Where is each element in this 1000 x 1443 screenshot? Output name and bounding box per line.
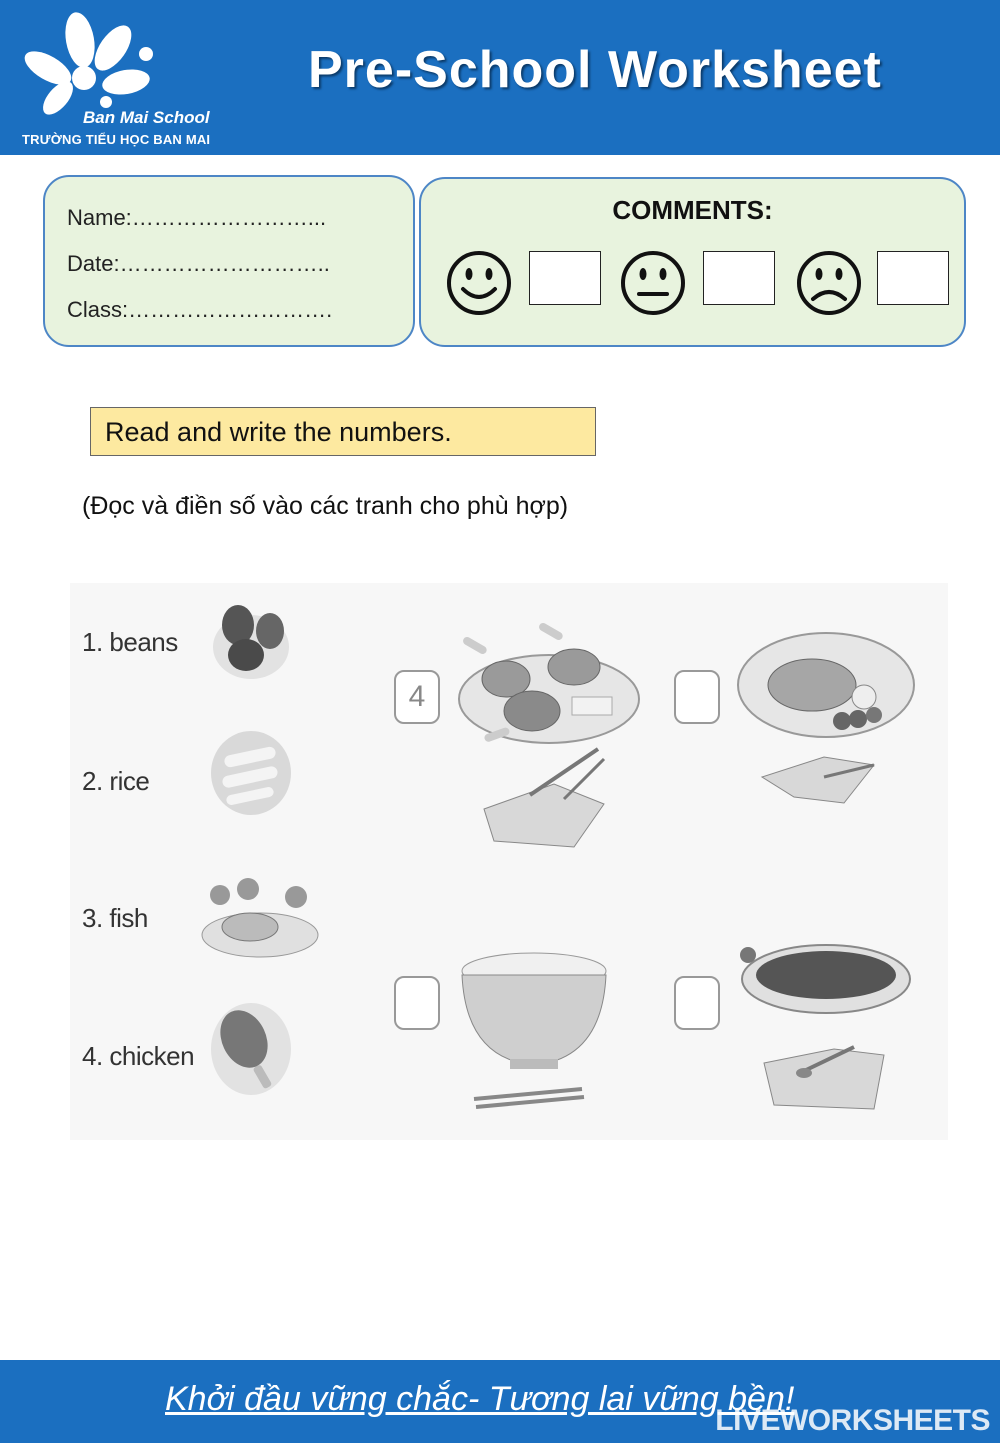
neutral-icon: [619, 249, 687, 317]
school-logo: [18, 10, 288, 150]
answer-box-4[interactable]: [674, 976, 720, 1030]
fish-plate-picture: [734, 627, 924, 827]
neutral-score-box[interactable]: [703, 251, 775, 305]
fish-icon: [198, 875, 324, 965]
header-banner: [0, 0, 1000, 155]
page-title: Pre-School Worksheet: [308, 41, 882, 99]
item-fish: 3. fish: [82, 903, 148, 933]
name-field[interactable]: Name:……………………...: [67, 205, 327, 230]
item-rice: 2. rice: [82, 766, 150, 796]
exercise-panel: [70, 583, 948, 1140]
sad-score-box[interactable]: [877, 251, 949, 305]
item-beans: 1. beans: [82, 627, 178, 657]
chicken-icon: [208, 1001, 294, 1097]
smile-icon: [445, 249, 513, 317]
chicken-plate-picture: [454, 619, 644, 849]
flower-logo-icon: [18, 10, 288, 150]
date-field[interactable]: Date:………………………..: [67, 251, 330, 276]
footer-banner: [0, 1360, 1000, 1443]
beans-icon: [208, 597, 294, 681]
liveworksheets-watermark: LIVEWORKSHEETS: [715, 1404, 990, 1437]
instruction-subtitle: (Đọc và điền số vào các tranh cho phù hợp): [82, 492, 569, 520]
footer-slogan: Khởi đầu vững chắc- Tương lai vững bền!: [165, 1380, 795, 1418]
answer-box-1[interactable]: 4: [394, 670, 440, 724]
sad-icon: [795, 249, 863, 317]
student-info-box: [43, 175, 415, 347]
school-name: Ban Mai School: [83, 108, 210, 127]
comments-title: COMMENTS:: [612, 195, 773, 225]
instruction-banner: [90, 407, 596, 456]
instruction-text: Read and write the numbers.: [105, 417, 452, 447]
school-subtitle: TRƯỜNG TIỂU HỌC BAN MAI: [22, 132, 211, 147]
answer-box-3[interactable]: [394, 976, 440, 1030]
beans-dish-picture: [734, 939, 914, 1129]
answer-box-2[interactable]: [674, 670, 720, 724]
class-field[interactable]: Class:……………………….: [67, 297, 333, 322]
smile-score-box[interactable]: [529, 251, 601, 305]
rice-icon: [208, 729, 294, 817]
rice-bowl-picture: [454, 949, 614, 1119]
comments-box: [419, 177, 966, 347]
item-chicken: 4. chicken: [82, 1041, 195, 1071]
